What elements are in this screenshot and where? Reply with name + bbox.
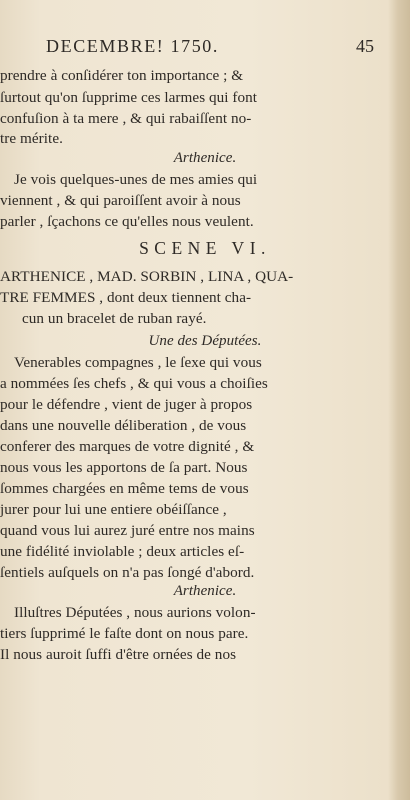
text-line: conferer des marques de votre dignité , &	[0, 438, 255, 455]
text-line: nous vous les apportons de ſa part. Nous	[0, 459, 248, 476]
text-line: jurer pour lui une entiere obéiſſance ,	[0, 501, 227, 518]
page-edge-shadow	[388, 0, 410, 800]
running-head: DECEMBRE! 1750.	[46, 36, 220, 56]
text-line: Je vois quelques-unes de mes amies qui	[14, 171, 258, 188]
scene-heading: SCENE VI.	[139, 238, 271, 258]
text-line: ſentiels auſquels on n'a pas ſongé d'abord.	[0, 564, 255, 581]
text-line: viennent , & qui paroiſſent avoir à nous	[0, 192, 241, 209]
text-line: confuſion à ta mere , & qui rabaiſſent no-	[0, 110, 252, 127]
text-line: ſurtout qu'on ſupprime ces larmes qui font	[0, 89, 258, 106]
text-line: pour le défendre , vient de juger à propos	[0, 396, 253, 413]
text-line: parler , ſçachons ce qu'elles nous veulent.	[0, 213, 254, 230]
text-line: Illuſtres Députées , nous aurions volon-	[14, 604, 256, 621]
speaker-name: Une des Députées.	[148, 333, 262, 349]
cast-list-line: ARTHENICE , MAD. SORBIN , LINA , QUA-	[0, 268, 294, 285]
page-number: 45	[356, 36, 374, 56]
text-line: Il nous auroit ſuffi d'être ornées de nos	[0, 646, 237, 663]
text-line: quand vous lui aurez juré entre nos mains	[0, 522, 255, 539]
text-line: ſommes chargées en même tems de vous	[0, 480, 249, 497]
speaker-name: Arthenice.	[173, 150, 237, 166]
text-line: prendre à conſidérer ton importance ; &	[0, 67, 244, 84]
text-line: tre mérite.	[0, 130, 63, 147]
text-line: a nommées ſes chefs , & qui vous a choiſies	[0, 375, 268, 392]
text-line: tiers ſupprimé le faſte dont on nous pare.	[0, 625, 249, 642]
text-line: dans une nouvelle déliberation , de vous	[0, 417, 247, 434]
text-line: une fidélité inviolable ; deux articles eſ-	[0, 543, 245, 560]
text-line: Venerables compagnes , le ſexe qui vous	[14, 354, 262, 371]
cast-list-line: cun un bracelet de ruban rayé.	[22, 310, 207, 327]
cast-list-line: TRE FEMMES , dont deux tiennent cha-	[0, 289, 252, 306]
speaker-name: Arthenice.	[173, 583, 237, 599]
